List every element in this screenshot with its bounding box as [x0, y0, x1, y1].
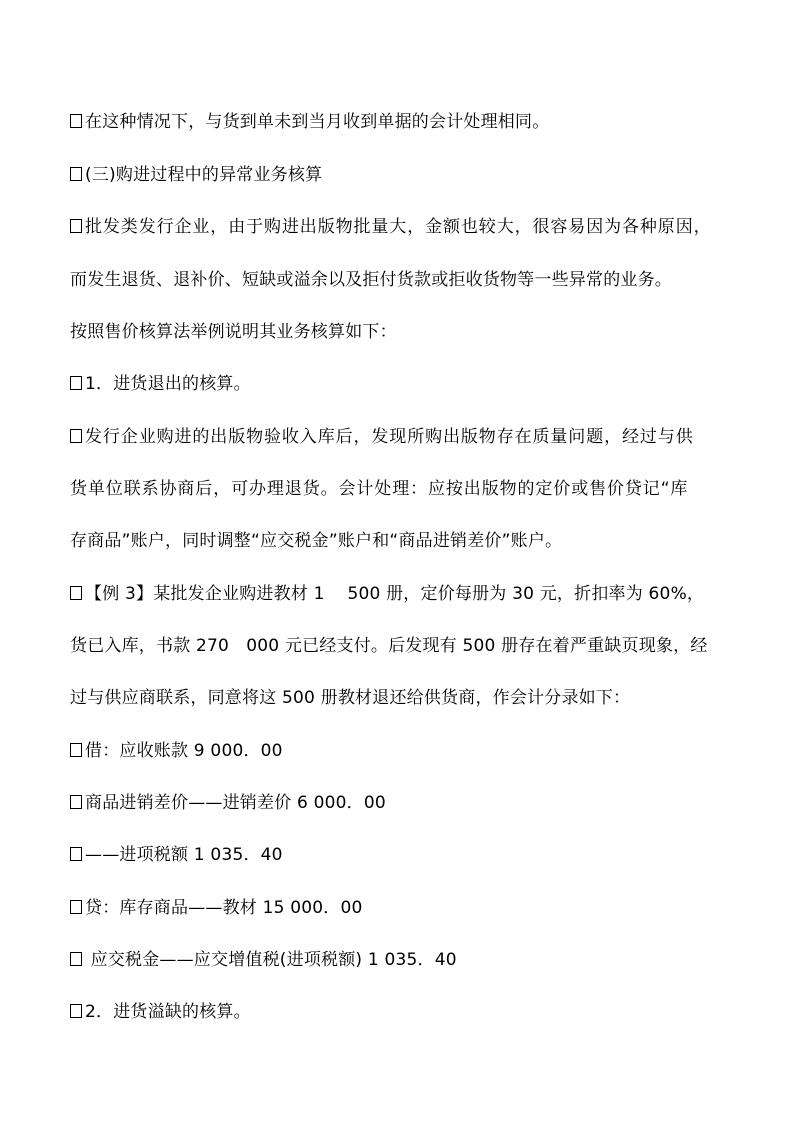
line-text: ——进项税额 1 035．40: [85, 845, 283, 865]
paragraph-line: [70, 322, 750, 342]
journal-entry-line: [70, 845, 750, 865]
paragraph-line: [70, 112, 750, 132]
checkbox-glyph-icon: [70, 743, 82, 757]
paragraph-line: [70, 270, 750, 290]
checkbox-glyph-icon: [70, 1004, 82, 1018]
section-heading: [70, 165, 750, 185]
line-text: (三)购进过程中的异常业务核算: [85, 165, 323, 185]
line-text: 【例 3】某批发企业购进教材 1 500 册，定价每册为 30 元，折扣率为 60%，: [85, 584, 705, 604]
line-text: 而发生退货、退补价、短缺或溢余以及拒付货款或拒收货物等一些异常的业务。: [70, 270, 672, 290]
line-text: 贷：库存商品——教材 15 000．00: [85, 898, 363, 918]
checkbox-glyph-icon: [70, 586, 82, 600]
line-text: 按照售价核算法举例说明其业务核算如下：: [70, 322, 397, 342]
example-line: [70, 584, 750, 604]
line-text: 借：应收账款 9 000．00: [85, 741, 283, 761]
line-text: 商品进销差价——进销差价 6 000．00: [85, 793, 386, 813]
line-text: 在这种情况下，与货到单未到当月收到单据的会计处理相同。: [85, 112, 550, 132]
line-text: 存商品”账户，同时调整“应交税金”账户和“商品进销差价”账户。: [70, 531, 563, 551]
checkbox-glyph-icon: [70, 376, 82, 390]
journal-entry-line: [70, 950, 750, 970]
checkbox-glyph-icon: [70, 429, 82, 443]
paragraph-line: [70, 479, 750, 499]
line-text: 货已入库，书款 270 000 元已经支付。后发现有 500 册存在着严重缺页现象，经: [70, 636, 708, 656]
paragraph-line: [70, 531, 750, 551]
example-line: [70, 636, 750, 656]
journal-entry-line: [70, 898, 750, 918]
journal-entry-line: [70, 741, 750, 761]
checkbox-glyph-icon: [70, 847, 82, 861]
subsection-heading: [70, 374, 750, 394]
line-text: 应交税金——应交增值税(进项税额) 1 035．40: [85, 950, 457, 970]
line-text: 发行企业购进的出版物验收入库后，发现所购出版物存在质量问题，经过与供: [85, 427, 694, 447]
checkbox-glyph-icon: [70, 167, 82, 181]
line-text: 货单位联系协商后，可办理退货。会计处理：应按出版物的定价或售价贷记“库: [70, 479, 689, 499]
checkbox-glyph-icon: [70, 952, 82, 966]
line-text: 2．进货溢缺的核算。: [85, 1002, 251, 1022]
subsection-heading: [70, 1002, 750, 1022]
checkbox-glyph-icon: [70, 219, 82, 233]
line-text: 1．进货退出的核算。: [85, 374, 251, 394]
checkbox-glyph-icon: [70, 114, 82, 128]
paragraph-line: [70, 427, 750, 447]
example-line: [70, 688, 750, 708]
checkbox-glyph-icon: [70, 795, 82, 809]
paragraph-line: [70, 217, 750, 237]
checkbox-glyph-icon: [70, 900, 82, 914]
line-text: 批发类发行企业，由于购进出版物批量大，金额也较大，很容易因为各种原因，: [85, 217, 712, 237]
line-text: 过与供应商联系，同意将这 500 册教材退还给供货商，作会计分录如下：: [70, 688, 631, 708]
journal-entry-line: [70, 793, 750, 813]
